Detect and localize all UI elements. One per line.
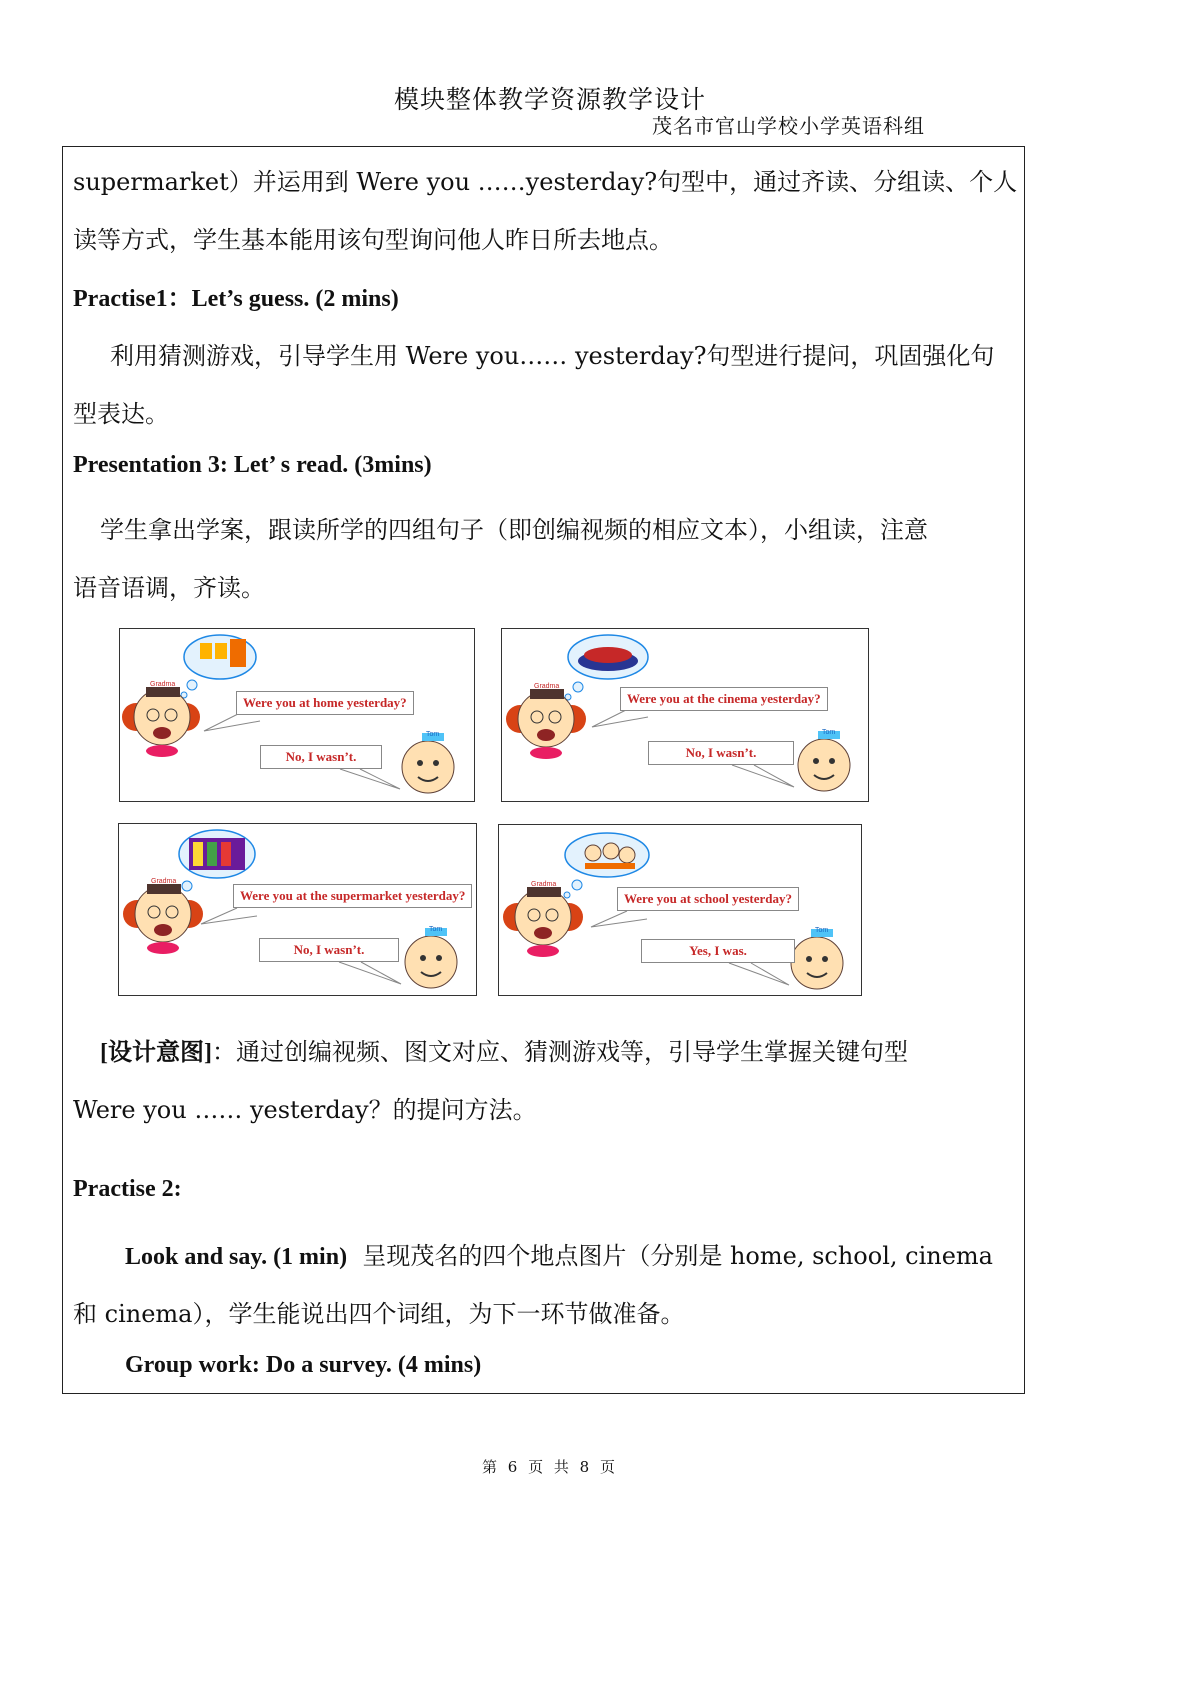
question-bubble: Were you at home yesterday? xyxy=(236,691,414,715)
page-number-footer: 第 6 页 共 8 页 xyxy=(482,1458,618,1476)
panel-3-illustration xyxy=(119,824,478,997)
intro-line-1: supermarket）并运用到 Were you ……yesterday?句型中，通过齐读、分组读、个人 xyxy=(73,168,1018,196)
tom-character xyxy=(405,928,457,988)
look-and-say-text: 呈现茂名的四个地点图片（分别是 home, school, cinema xyxy=(362,1242,993,1270)
answer-bubble: No, I wasn’t. xyxy=(260,745,382,769)
practise1-line-1: 利用猜测游戏，引导学生用 Were you…… yesterday?句型进行提问，巩固强化句 xyxy=(110,342,995,370)
dialogue-panel-4 xyxy=(498,824,862,996)
dialogue-panel-2 xyxy=(501,628,869,802)
grandma-name-tag: Gradma xyxy=(151,878,177,885)
practise1-line-2: 型表达。 xyxy=(73,400,169,428)
presentation3-line-2: 语音语调，齐读。 xyxy=(73,574,265,602)
answer-bubble: Yes, I was. xyxy=(641,939,795,963)
tom-character xyxy=(402,733,454,793)
look-and-say-line-1 xyxy=(125,1236,993,1271)
look-and-say-label: Look and say. (1 min) xyxy=(125,1244,348,1270)
tom-name-tag: Tom xyxy=(822,729,836,736)
grandma-name-tag: Gradma xyxy=(150,681,176,688)
tom-name-tag: Tom xyxy=(815,927,829,934)
panel-4-illustration xyxy=(499,825,863,997)
group-work-heading: Group work: Do a survey. (4 mins) xyxy=(125,1352,482,1378)
design-intent-label: [设计意图] xyxy=(100,1040,212,1066)
grandma-name-tag: Gradma xyxy=(531,881,557,888)
presentation3-heading: Presentation 3: Let’ s read. (3mins) xyxy=(73,452,432,478)
dialogue-panel-1 xyxy=(119,628,475,802)
panel-2-illustration xyxy=(502,629,870,803)
grandma-character xyxy=(506,689,586,759)
presentation3-line-1: 学生拿出学案，跟读所学的四组句子（即创编视频的相应文本），小组读，注意 xyxy=(100,516,928,544)
look-and-say-line-2: 和 cinema），学生能说出四个词组，为下一环节做准备。 xyxy=(73,1300,685,1328)
design-intent-text: ：通过创编视频、图文对应、猜测游戏等，引导学生掌握关键句型 xyxy=(211,1038,908,1066)
grandma-name-tag: Gradma xyxy=(534,683,560,690)
thought-bubble-home xyxy=(181,635,256,698)
intro-line-2: 读等方式，学生基本能用该句型询问他人昨日所去地点。 xyxy=(73,226,673,254)
document-title: 模块整体教学资源教学设计 xyxy=(393,85,706,114)
answer-bubble: No, I wasn’t. xyxy=(648,741,794,765)
practise1-heading: Practise1：Let’s guess. (2 mins) xyxy=(73,286,399,312)
question-bubble: Were you at the supermarket yesterday? xyxy=(233,884,472,908)
tom-character xyxy=(791,929,843,989)
design-intent-line-1 xyxy=(100,1032,908,1067)
answer-bubble: No, I wasn’t. xyxy=(259,938,399,962)
dialogue-panel-3 xyxy=(118,823,477,996)
design-intent-line-2: Were you …… yesterday？的提问方法。 xyxy=(73,1096,537,1124)
grandma-character xyxy=(122,687,200,757)
tom-character xyxy=(798,731,850,791)
question-bubble: Were you at school yesterday? xyxy=(617,887,799,911)
document-subtitle: 茂名市官山学校小学英语科组 xyxy=(652,114,925,138)
grandma-character xyxy=(503,887,583,957)
tom-name-tag: Tom xyxy=(429,926,443,933)
question-bubble: Were you at the cinema yesterday? xyxy=(620,687,828,711)
practise2-heading: Practise 2: xyxy=(73,1176,182,1202)
panel-1-illustration xyxy=(120,629,476,803)
grandma-character xyxy=(123,884,203,954)
tom-name-tag: Tom xyxy=(426,731,440,738)
